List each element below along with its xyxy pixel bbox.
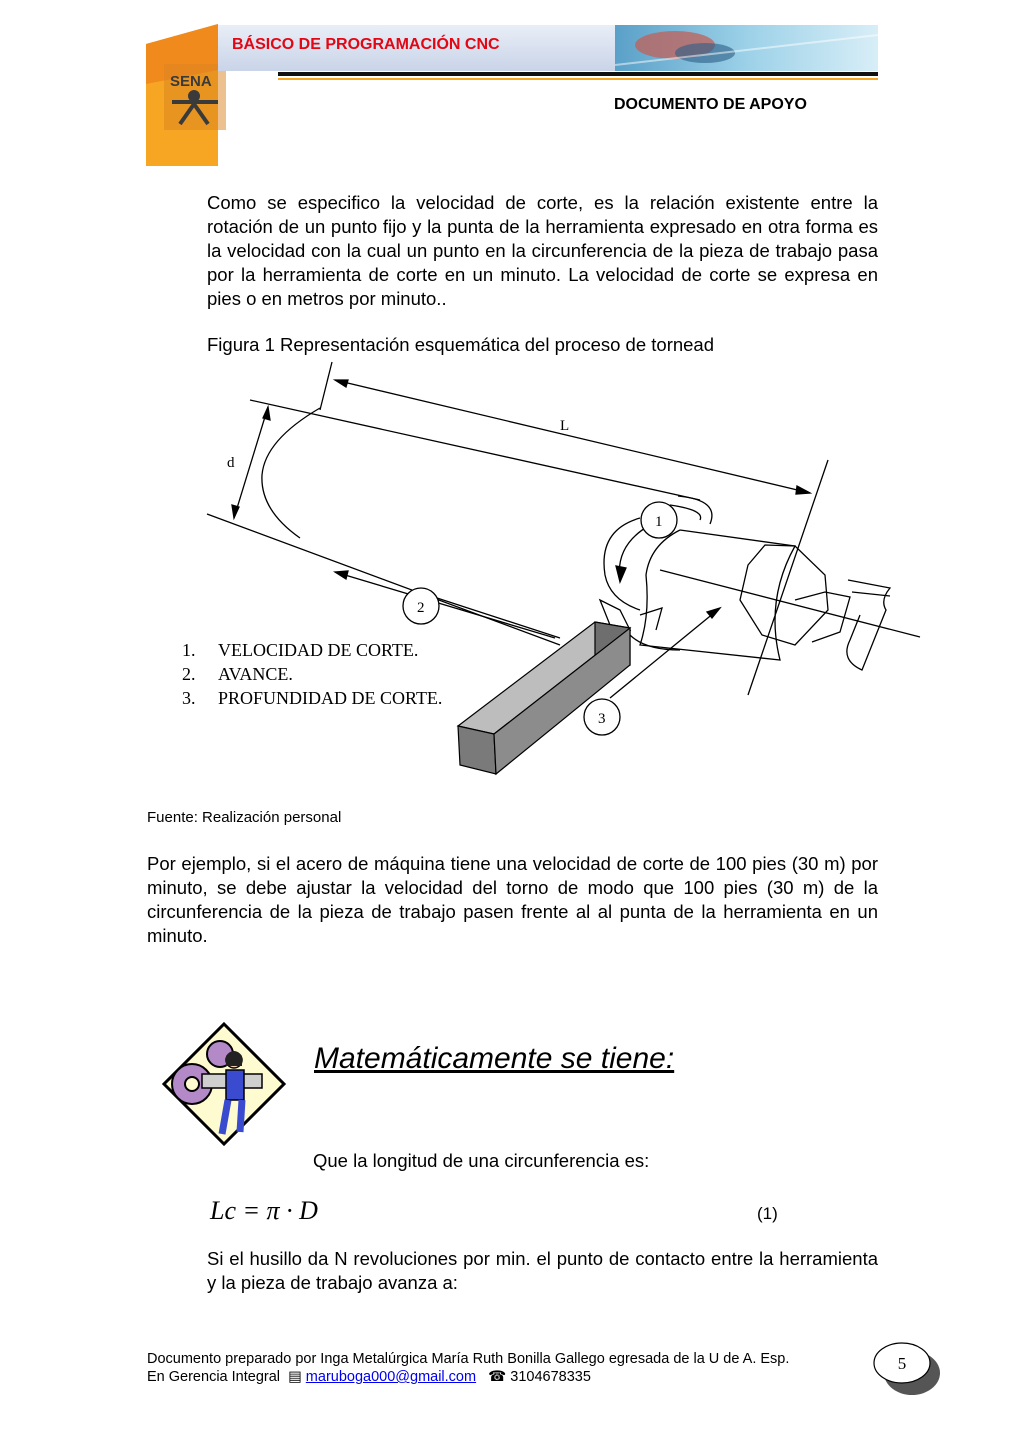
paragraph-cutting-speed: Como se especifico la velocidad de corte, es la relación existente entre la rotación de un punto fijo y la punta de la herramienta expresado en otra forma es la velocidad con la cual un punto en la circunferencia de la pieza de trabajo pasa por la herramienta de corte en un minuto. La velocidad de corte se expresa en pies o en metros por minuto.. bbox=[207, 192, 878, 309]
header-title: BÁSICO DE PROGRAMACIÓN CNC bbox=[232, 36, 500, 53]
label-L: L bbox=[560, 418, 570, 434]
legend-item: 1. VELOCIDAD DE CORTE. bbox=[182, 640, 419, 660]
rotation-arc bbox=[604, 518, 640, 610]
label-3: 3 bbox=[598, 711, 606, 727]
footer bbox=[147, 1350, 867, 1386]
machined-section bbox=[640, 530, 795, 660]
figure-caption: Figura 1 Representación esquemática del proceso de tornead bbox=[207, 334, 715, 355]
vertical-axis-line bbox=[748, 460, 828, 695]
workpiece-left-face bbox=[262, 408, 320, 538]
legend-item: 2. AVANCE. bbox=[182, 664, 293, 684]
math-heading: Matemáticamente se tiene: bbox=[314, 1042, 675, 1075]
header-keyboard-photo bbox=[615, 25, 878, 71]
circumference-text: Que la longitud de una circunferencia es: bbox=[313, 1150, 650, 1171]
phone-number: 3104678335 bbox=[510, 1369, 591, 1385]
paragraph-example: Por ejemplo, si el acero de máquina tiene una velocidad de corte de 100 pies (30 m) por minuto, se debe ajustar la velocidad del torno de modo que 100 pies (30 m) de la circunferencia de la pieza de trabajo pasen frente al al punta de la herramienta en un minuto. bbox=[147, 853, 878, 946]
paragraph-spindle: Si el husillo da N revoluciones por min. el punto de contacto entre la herramienta y la pieza de trabajo avanza a: bbox=[207, 1248, 878, 1293]
label-d: d bbox=[227, 455, 235, 471]
legend-item: 3. PROFUNDIDAD DE CORTE. bbox=[182, 688, 443, 708]
email-link[interactable]: maruboga000@gmail.com bbox=[305, 1369, 477, 1385]
header-subtitle: DOCUMENTO DE APOYO bbox=[614, 96, 807, 113]
cutting-tool bbox=[458, 622, 630, 774]
turning-process-diagram bbox=[200, 360, 930, 780]
figure-source: Fuente: Realización personal bbox=[147, 809, 342, 826]
equation-number: (1) bbox=[757, 1204, 778, 1223]
formula-circumference: Lc = π · D bbox=[210, 1196, 318, 1225]
phone-icon: ☎ bbox=[488, 1369, 507, 1385]
spindle-axis-line bbox=[660, 570, 920, 637]
footer-line1: Documento preparado por Inga Metalúrgica María Ruth Bonilla Gallego egresada de la U de A. Esp. bbox=[147, 1351, 790, 1367]
dimension-L-line bbox=[335, 380, 810, 493]
header-rule bbox=[278, 72, 878, 76]
dimension-d-line bbox=[234, 407, 268, 518]
fax-icon: ▤ bbox=[288, 1369, 302, 1385]
figure-legend bbox=[182, 638, 442, 710]
workpiece-top-edge bbox=[250, 400, 700, 500]
rotation-arc-top bbox=[678, 496, 712, 524]
label-1: 1 bbox=[655, 514, 663, 530]
footer-prefix: En Gerencia Integral bbox=[147, 1369, 280, 1385]
logo-text: SENA bbox=[170, 73, 212, 90]
header-rule-accent bbox=[278, 78, 878, 80]
footer-line2 bbox=[147, 1368, 867, 1386]
page-number: 5 bbox=[897, 1354, 907, 1373]
workpiece-bottom-edge bbox=[207, 514, 560, 645]
label-2: 2 bbox=[417, 600, 425, 616]
engineer-gears-clipart bbox=[162, 1022, 286, 1146]
feed-arrow bbox=[335, 572, 555, 638]
